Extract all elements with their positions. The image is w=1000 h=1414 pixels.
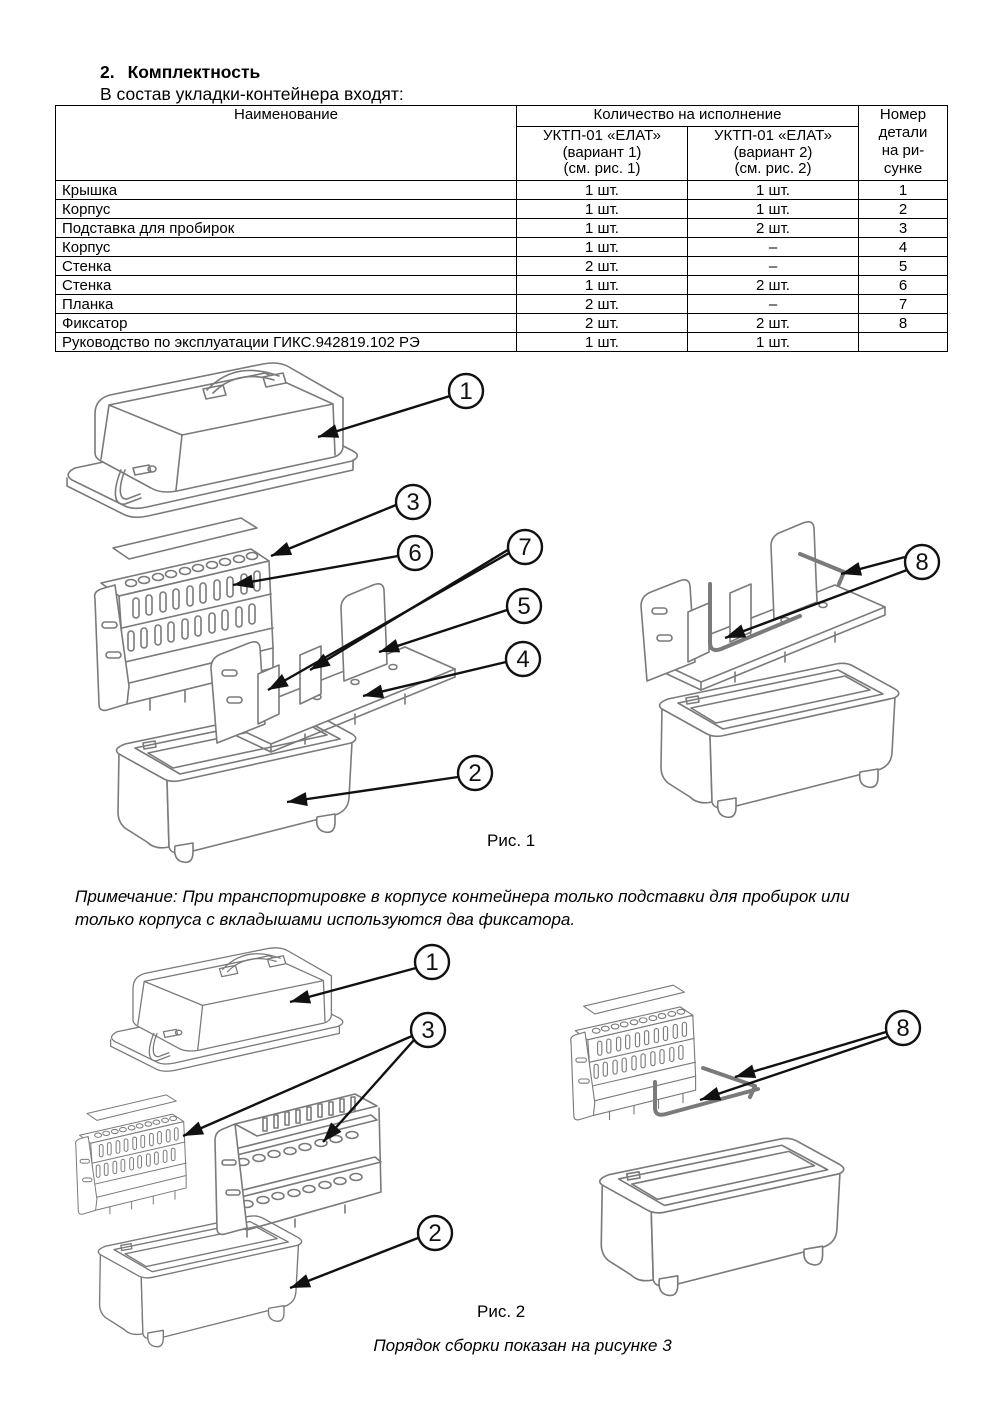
section-heading [100, 62, 260, 83]
cell-num: 7 [859, 295, 948, 314]
cell-name: Планка [56, 295, 517, 314]
svg-text:7: 7 [518, 534, 532, 561]
cell-num: 1 [859, 181, 948, 200]
svg-text:2: 2 [428, 1220, 442, 1247]
section-number: 2. [100, 62, 115, 82]
header-variant2: УКТП-01 «ЕЛАТ» (вариант 2) (см. рис. 2) [688, 127, 859, 181]
cell-qty-v2: 2 шт. [688, 314, 859, 333]
cell-num: 4 [859, 238, 948, 257]
callout-3 [396, 485, 430, 519]
callout-2 [458, 756, 492, 790]
cell-num: 8 [859, 314, 948, 333]
cell-qty-v1: 2 шт. [517, 257, 688, 276]
callout-8 [905, 545, 939, 579]
table-row [56, 238, 948, 257]
cell-num [859, 333, 948, 352]
callout-6 [398, 536, 432, 570]
cell-qty-v2: 1 шт. [688, 333, 859, 352]
cell-name: Подставка для пробирок [56, 219, 517, 238]
svg-text:1: 1 [425, 949, 439, 976]
figure-2-drawing [55, 940, 955, 1352]
cell-qty-v1: 2 шт. [517, 295, 688, 314]
cell-qty-v1: 1 шт. [517, 181, 688, 200]
table-row [56, 276, 948, 295]
parts-table [55, 105, 948, 352]
assembly-note: Порядок сборки показан на рисунке 3 [373, 1336, 672, 1355]
table-row [56, 219, 948, 238]
cell-num: 2 [859, 200, 948, 219]
svg-text:3: 3 [406, 489, 420, 516]
lid-drawing [111, 948, 343, 1071]
cell-name: Руководство по эксплуатации ГИКС.942819.102 РЭ [56, 333, 517, 352]
table-row [56, 314, 948, 333]
cell-name: Корпус [56, 238, 517, 257]
header-quantity-group: Количество на исполнение [517, 106, 859, 127]
note-text: Примечание: При транспортировке в корпусе контейнера только подставки для пробирок или только корпуса с вкладышами используются два фиксатора. [75, 887, 850, 929]
tube-stand-holes-drawing [215, 1094, 381, 1237]
cell-name: Крышка [56, 181, 517, 200]
cell-qty-v1: 1 шт. [517, 238, 688, 257]
callout-7 [508, 530, 542, 564]
cell-qty-v1: 2 шт. [517, 314, 688, 333]
cell-qty-v2: 1 шт. [688, 181, 859, 200]
container-body-drawing [98, 1216, 301, 1347]
cell-qty-v2: 2 шт. [688, 276, 859, 295]
table-header-row-1 [56, 106, 948, 127]
section-title: Комплектность [127, 62, 261, 82]
intro-text: В состав укладки-контейнера входят: [100, 84, 404, 104]
header-name: Наименование [56, 106, 517, 181]
cell-qty-v2: – [688, 295, 859, 314]
cell-qty-v1: 1 шт. [517, 200, 688, 219]
cell-name: Стенка [56, 257, 517, 276]
cell-qty-v1: 1 шт. [517, 219, 688, 238]
callout-8 [886, 1011, 920, 1045]
table-row [56, 200, 948, 219]
cell-qty-v1: 1 шт. [517, 276, 688, 295]
header-variant1: УКТП-01 «ЕЛАТ» (вариант 1) (см. рис. 1) [517, 127, 688, 181]
cell-name: Корпус [56, 200, 517, 219]
cell-qty-v2: 2 шт. [688, 219, 859, 238]
svg-text:3: 3 [421, 1017, 435, 1044]
callout-2 [418, 1216, 452, 1250]
cell-name: Стенка [56, 276, 517, 295]
header-part-number: Номер детали на ри- сунке [859, 106, 948, 181]
cell-name: Фиксатор [56, 314, 517, 333]
cell-qty-v2: – [688, 257, 859, 276]
figure-1-caption: Рис. 1 [487, 831, 536, 850]
callout-1 [449, 374, 483, 408]
svg-text:5: 5 [517, 593, 531, 620]
svg-text:8: 8 [915, 549, 929, 576]
callout-3 [411, 1013, 445, 1047]
cell-num: 3 [859, 219, 948, 238]
svg-text:1: 1 [459, 378, 473, 405]
svg-text:6: 6 [408, 540, 422, 567]
tube-stand-slots-drawing [76, 1095, 187, 1214]
table-row [56, 257, 948, 276]
callout-4 [506, 642, 540, 676]
cell-num: 5 [859, 257, 948, 276]
table-row [56, 295, 948, 314]
tube-stand-right-drawing [571, 985, 696, 1120]
container-body-right-drawing [660, 663, 899, 817]
figure-1-drawing [55, 352, 955, 872]
cell-qty-v1: 1 шт. [517, 333, 688, 352]
svg-text:8: 8 [896, 1015, 910, 1042]
lid-drawing [67, 363, 357, 517]
container-body-right-drawing [600, 1138, 844, 1295]
table-row [56, 333, 948, 352]
callout-1 [415, 945, 449, 979]
figure-2-caption: Рис. 2 [477, 1302, 526, 1321]
cell-num: 6 [859, 276, 948, 295]
table-row [56, 181, 948, 200]
callout-5 [507, 589, 541, 623]
svg-text:4: 4 [516, 646, 530, 673]
cell-qty-v2: – [688, 238, 859, 257]
cell-qty-v2: 1 шт. [688, 200, 859, 219]
svg-text:2: 2 [468, 760, 482, 787]
